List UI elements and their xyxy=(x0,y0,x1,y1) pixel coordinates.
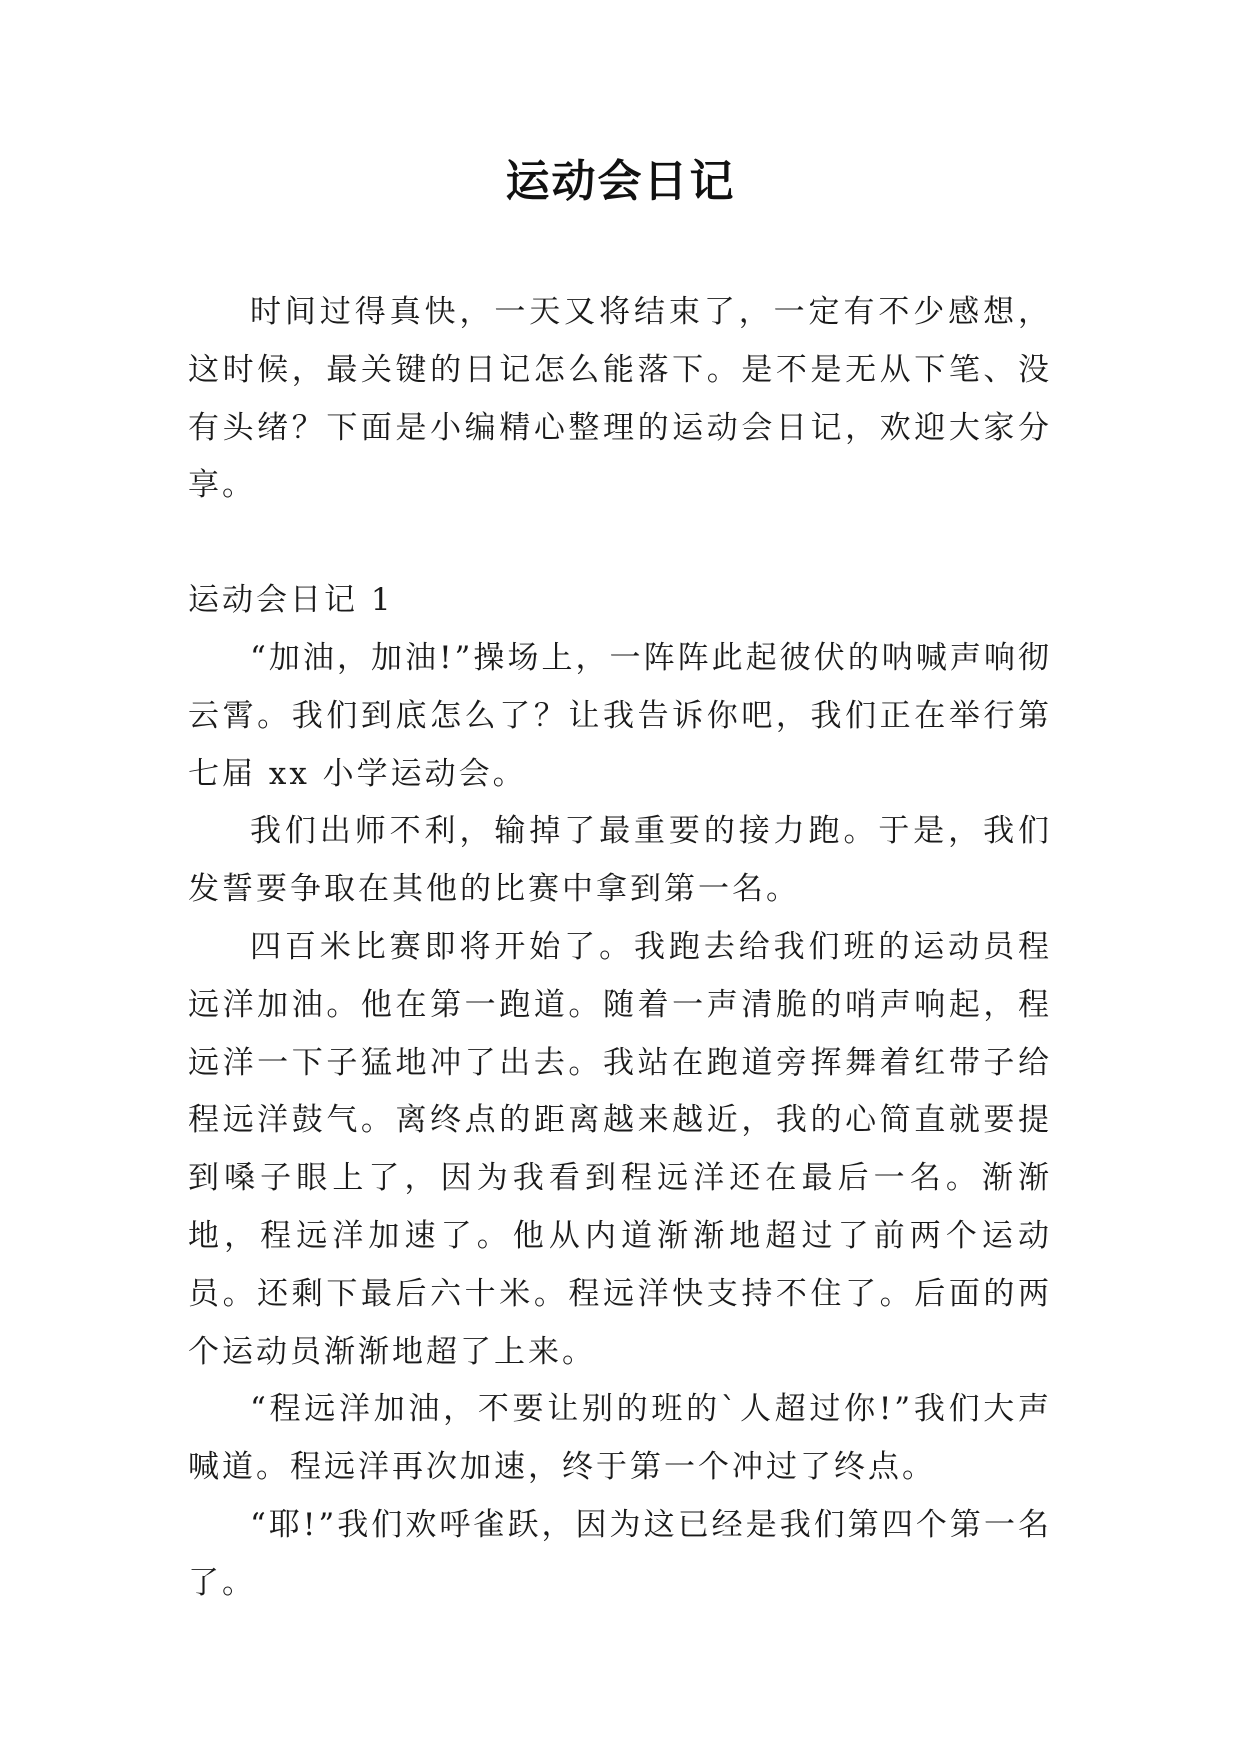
body-paragraph: “耶!”我们欢呼雀跃，因为这已经是我们第四个第一名了。 xyxy=(188,1506,1052,1601)
section-heading: 运动会日记 1 xyxy=(188,582,394,619)
intro-paragraph: 时间过得真快，一天又将结束了，一定有不少感想，这时候，最关键的日记怎么能落下。是不是无从下笔、没有头绪？下面是小编精心整理的运动会日记，欢迎大家分享。 xyxy=(188,294,1052,504)
document-body xyxy=(188,284,1052,1613)
body-paragraph: “程远洋加油，不要让别的班的`人超过你!”我们大声喊道。程远洋再次加速，终于第一个冲过了终点。 xyxy=(188,1391,1052,1486)
document-title: 运动会日记 xyxy=(505,156,736,207)
body-paragraph: 四百米比赛即将开始了。我跑去给我们班的运动员程远洋加油。他在第一跑道。随着一声清脆的哨声响起，程远洋一下子猛地冲了出去。我站在跑道旁挥舞着红带子给程远洋鼓气。离终点的距离越来越近，我的心简直就要提到嗓子眼上了，因为我看到程远洋还在最后一名。渐渐地，程远洋加速了。他从内道渐渐地超过了前两个运动员。还剩下最后六十米。程远洋快支持不住了。后面的两个运动员渐渐地超了上来。 xyxy=(188,928,1052,1370)
body-paragraph: “加油，加油!”操场上，一阵阵此起彼伏的呐喊声响彻云霄。我们到底怎么了？让我告诉你吧，我们正在举行第七届 xx 小学运动会。 xyxy=(188,639,1052,792)
body-paragraph: 我们出师不利，输掉了最重要的接力跑。于是，我们发誓要争取在其他的比赛中拿到第一名。 xyxy=(188,813,1052,908)
